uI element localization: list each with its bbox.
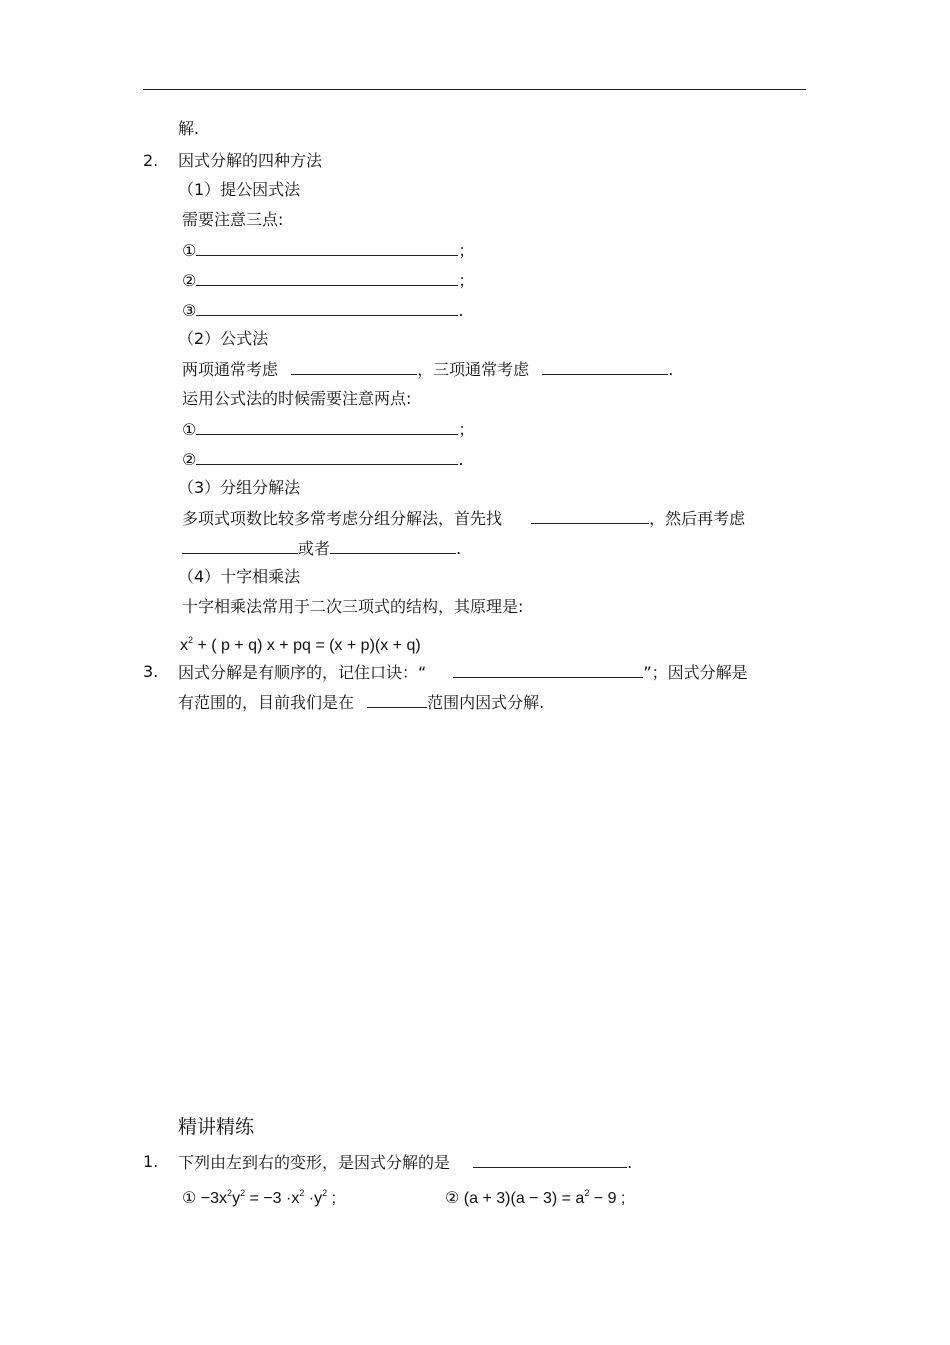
answer-blank[interactable] xyxy=(196,270,458,286)
semicolon: ； xyxy=(458,241,475,260)
circle-number-1: ① xyxy=(182,241,197,260)
item3-line2 xyxy=(178,692,544,713)
answer-blank[interactable] xyxy=(291,359,417,375)
method3-text2: ，然后再考虑 xyxy=(649,509,746,528)
answer-blank[interactable] xyxy=(542,359,668,375)
answer-blank[interactable] xyxy=(182,538,298,554)
item3-text3: 有范围的，目前我们是在 xyxy=(178,693,355,712)
period: . xyxy=(458,450,464,469)
two-terms-label: 两项通常考虑 xyxy=(182,360,279,379)
three-terms-label: 三项通常考虑 xyxy=(433,360,530,379)
method3-title: （3）分组分解法 xyxy=(178,478,301,497)
circle-number-2: ② xyxy=(182,271,197,290)
period: . xyxy=(456,539,462,558)
item3-text2: ”；因式分解是 xyxy=(643,663,748,682)
cross-multiplication-formula: $x^2$ + ( p + q) x + pq = (x + p)(x + q) xyxy=(180,635,421,654)
method1-point3 xyxy=(182,300,463,321)
method2-point1 xyxy=(182,419,474,440)
or-label: 或者 xyxy=(298,539,331,558)
answer-blank[interactable] xyxy=(473,1152,627,1168)
header-rule xyxy=(143,89,806,90)
answer-blank[interactable] xyxy=(196,240,458,256)
answer-blank[interactable] xyxy=(367,692,427,708)
q1-line xyxy=(178,1152,632,1173)
method2-point2 xyxy=(182,449,463,470)
circle-number-1: ① xyxy=(182,1190,197,1207)
item3-text1: 因式分解是有顺序的，记住口诀：“ xyxy=(178,663,427,682)
circle-number-2: ② xyxy=(445,1190,460,1207)
method2-title: （2）公式法 xyxy=(178,329,269,348)
answer-blank[interactable] xyxy=(531,508,649,524)
item2-number: 2. xyxy=(143,151,159,170)
comma: ， xyxy=(417,360,434,379)
method3-line1 xyxy=(182,508,745,529)
method1-point2 xyxy=(182,270,474,291)
period: . xyxy=(458,301,464,320)
q1-text: 下列由左到右的变形，是因式分解的是 xyxy=(178,1153,451,1172)
method1-title: （1）提公因式法 xyxy=(178,180,301,199)
period: . xyxy=(627,1153,633,1172)
item3-number: 3. xyxy=(143,662,159,681)
method1-note: 需要注意三点: xyxy=(182,210,284,229)
answer-blank[interactable] xyxy=(453,662,643,678)
method4-text: 十字相乘法常用于二次三项式的结构，其原理是: xyxy=(182,597,524,616)
method3-text1: 多项式项数比较多常考虑分组分解法，首先找 xyxy=(182,509,503,528)
semicolon: ； xyxy=(458,271,475,290)
circle-number-2: ② xyxy=(182,450,197,469)
q1-number: 1. xyxy=(143,1152,159,1171)
method4-title: （4）十字相乘法 xyxy=(178,567,301,586)
item2-title: 因式分解的四种方法 xyxy=(178,151,323,170)
answer-blank[interactable] xyxy=(196,300,458,316)
section-title: 精讲精练 xyxy=(178,1116,255,1138)
answer-blank[interactable] xyxy=(196,449,458,465)
method2-terms xyxy=(182,359,673,380)
item3-line1 xyxy=(178,662,748,683)
item3-text4: 范围内因式分解. xyxy=(427,693,545,712)
method2-note: 运用公式法的时候需要注意两点: xyxy=(182,389,412,408)
top-fragment: 解. xyxy=(178,119,200,138)
circle-number-1: ① xyxy=(182,420,197,439)
q1-option1: ① $-3x^2y^2 = -3 \cdot x^2 \cdot y^2$ ; xyxy=(182,1188,337,1207)
method1-point1 xyxy=(182,240,474,261)
method3-line2 xyxy=(182,538,461,559)
period: . xyxy=(668,360,674,379)
circle-number-3: ③ xyxy=(182,301,197,320)
semicolon: ； xyxy=(458,420,475,439)
answer-blank[interactable] xyxy=(196,419,458,435)
answer-blank[interactable] xyxy=(330,538,456,554)
q1-option2: ② $(a + 3)(a - 3) = a^2 - 9$ ; xyxy=(445,1188,626,1207)
